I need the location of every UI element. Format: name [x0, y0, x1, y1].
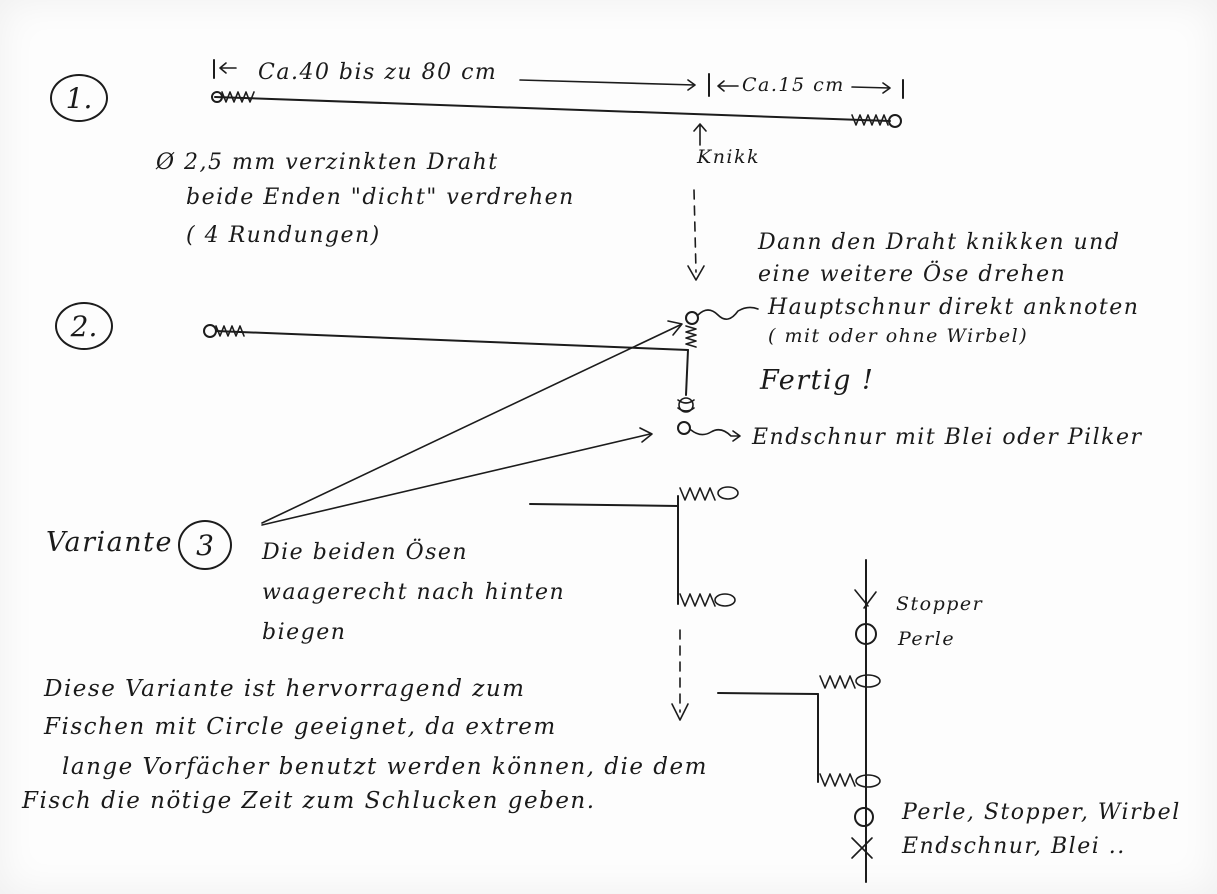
wire-description-line2: beide Enden "dicht" verdrehen — [186, 185, 575, 210]
v3-top-coil — [680, 488, 715, 500]
bead-bottom-icon — [855, 808, 873, 826]
assembled-rig — [718, 560, 880, 882]
description-line1: Diese Variante ist hervorragend zum — [44, 676, 526, 702]
step2-left-eye — [204, 325, 216, 337]
step1-wire-line — [215, 97, 890, 121]
dimension-short-label: Ca.15 cm — [742, 74, 845, 96]
description-line2: Fischen mit Circle geeignet, da extrem — [44, 714, 557, 740]
rig-bottom-eye — [856, 775, 880, 787]
v3-horizontal-wire — [530, 504, 678, 506]
v3-bottom-eye — [715, 594, 735, 606]
stopper-label: Stopper — [896, 593, 984, 615]
main-line-label-line1: Hauptschnur direkt anknoten — [768, 295, 1140, 320]
end-line-label: Endschnur mit Blei oder Pilker — [752, 425, 1143, 450]
bend-arrow-down-icon — [688, 266, 704, 280]
step2-horizontal-wire — [216, 331, 688, 350]
variant-label: Variante — [46, 527, 173, 558]
bend-instruction-line2: waagerecht nach hinten — [262, 580, 566, 605]
end-line-arrow-icon — [691, 430, 740, 441]
step2-bottom-coil — [678, 400, 694, 411]
dim-arrow-left-icon — [220, 63, 236, 73]
perle-label: Perle — [898, 628, 956, 650]
rig-top-eye — [856, 675, 880, 687]
done-label: Fertig ! — [760, 365, 875, 396]
swivel-icon — [852, 838, 872, 858]
dim-arrow-mid-icon — [520, 80, 695, 90]
dim-arrow-right-icon — [852, 83, 890, 93]
dim-arrow-mid2-icon — [718, 81, 738, 91]
wire-description-line3: ( 4 Rundungen) — [186, 223, 381, 248]
pointer-line-1 — [262, 325, 680, 523]
step-3-number: 3 — [178, 520, 232, 570]
rig-horizontal-wire — [718, 693, 818, 694]
description-line4: Fisch die nötige Zeit zum Schlucken geben. — [22, 788, 596, 814]
rig-components-line1: Perle, Stopper, Wirbel — [902, 800, 1181, 825]
bend-label: Knikk — [697, 146, 761, 168]
step-1-number: 1. — [50, 74, 108, 122]
pointer-line-2 — [262, 434, 650, 525]
bend-dashed-line — [694, 190, 696, 272]
rig-components-line2: Endschnur, Blei .. — [902, 834, 1126, 859]
step2-instruction-line1: Dann den Draht knikken und — [758, 230, 1121, 255]
step2-bottom-eye — [678, 422, 690, 434]
step2-top-eye — [686, 312, 698, 324]
step2-instruction-line2: eine weitere Öse drehen — [758, 262, 1067, 287]
description-line3: lange Vorfächer benutzt werden können, die dem — [62, 754, 708, 780]
step-2-number: 2. — [55, 302, 113, 350]
rig-top-coil — [820, 676, 855, 688]
variant3-drawing — [262, 321, 738, 720]
v3-bottom-coil — [680, 594, 715, 606]
step2-top-coil — [686, 326, 696, 347]
dimension-long-label: Ca.40 bis zu 80 cm — [258, 60, 498, 85]
main-line-label-line2: ( mit oder ohne Wirbel) — [768, 325, 1029, 347]
bend-instruction-line3: biegen — [262, 620, 347, 645]
bend-arrow-up-icon — [694, 124, 706, 145]
step2-vertical-wire — [686, 350, 688, 395]
wire-description-line1: Ø 2,5 mm verzinkten Draht — [156, 150, 499, 175]
main-line-squiggle — [698, 307, 758, 319]
step1-right-coil — [852, 115, 888, 125]
rig-bottom-coil — [820, 774, 855, 786]
bend-instruction-line1: Die beiden Ösen — [262, 540, 469, 565]
v3-top-eye — [718, 487, 738, 499]
step1-wire — [212, 92, 901, 127]
